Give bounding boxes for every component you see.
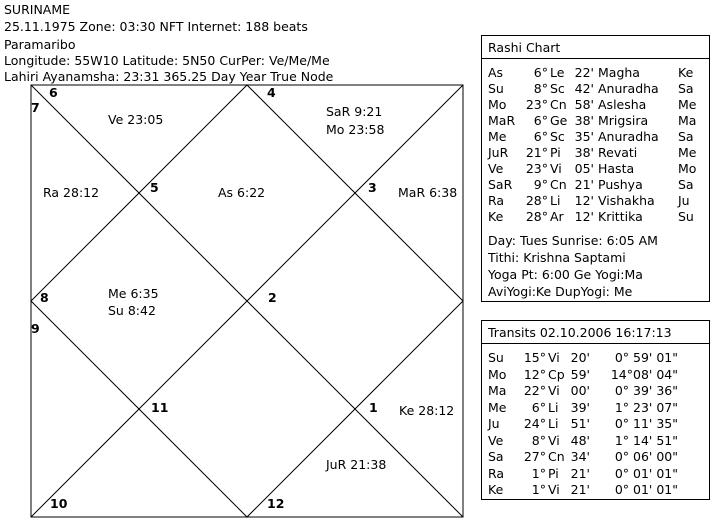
house-number: 10 [50, 496, 68, 511]
transit-cell-p: Ra [488, 465, 505, 481]
transit-row [488, 433, 703, 449]
transit-cell-s: Vi [548, 432, 560, 448]
rashi-cell-d: 6° [533, 129, 548, 144]
transit-cell-x: 1° 14' 51" [614, 432, 678, 448]
rashi-cell-p: JuR [488, 145, 509, 160]
rashi-cell-l: Ju [678, 193, 690, 208]
rashi-row [488, 113, 703, 129]
transit-cell-x: 1° 23' 07" [614, 399, 678, 415]
transit-cell-x: 0° 01' 01" [614, 465, 678, 481]
ayanamsha: Lahiri Ayanamsha: 23:31 365.25 Day Year True Node [4, 69, 334, 84]
rashi-cell-d: 6° [533, 65, 548, 80]
transit-cell-s: Cn [548, 449, 565, 464]
rashi-cell-n: Revati [598, 145, 638, 160]
rashi-cell-d: 28° [525, 193, 548, 208]
transit-cell-m: 39' [570, 399, 590, 415]
transit-cell-m: 59' [570, 366, 590, 382]
rashi-cell-s: Sc [550, 129, 565, 144]
transit-row [488, 350, 703, 366]
house-number: 3 [368, 180, 377, 195]
rashi-info-line: Yoga Pt: 6:00 Ge Yogi:Ma [488, 267, 643, 282]
rashi-cell-m: 21' [574, 177, 594, 192]
transit-row [488, 383, 703, 399]
rashi-cell-s: Vi [550, 161, 562, 176]
rashi-cell-l: Mo [678, 161, 697, 176]
transit-cell-d: 15° [523, 350, 546, 365]
rashi-cell-l: Ke [678, 65, 694, 80]
planet-sar: SaR 9:21 [326, 104, 383, 119]
rashi-row [488, 97, 703, 113]
transit-cell-x: 0° 59' 01" [614, 350, 678, 365]
transit-cell-d: 22° [523, 383, 546, 398]
rashi-row [488, 177, 703, 193]
transit-cell-p: Ke [488, 482, 504, 497]
transit-row [488, 367, 703, 383]
rashi-cell-l: Sa [678, 129, 694, 144]
rashi-cell-m: 42' [574, 81, 594, 96]
rashi-cell-p: SaR [488, 177, 513, 192]
house-number: 4 [267, 85, 276, 100]
rashi-cell-p: Me [488, 129, 507, 144]
transit-cell-d: 12° [523, 366, 546, 382]
rashi-cell-n: Hasta [598, 161, 635, 176]
transit-cell-d: 24° [523, 416, 546, 431]
rashi-cell-l: Me [678, 145, 697, 160]
rashi-cell-n: Pushya [598, 177, 643, 192]
transit-cell-m: 51' [570, 416, 590, 431]
rashi-info-line: Day: Tues Sunrise: 6:05 AM [488, 233, 658, 248]
rashi-row [488, 145, 703, 161]
transit-cell-p: Ve [488, 432, 504, 448]
transit-cell-s: Pi [548, 465, 559, 481]
transit-cell-d: 27° [523, 449, 546, 464]
rashi-cell-l: Sa [678, 81, 694, 96]
transit-cell-x: 0° 11' 35" [614, 416, 678, 431]
transit-row [488, 400, 703, 416]
house-number: 1 [369, 400, 378, 415]
transit-cell-x: 0° 39' 36" [614, 383, 678, 398]
transit-cell-s: Vi [548, 482, 560, 497]
rashi-cell-s: Sc [550, 81, 565, 96]
rashi-cell-m: 35' [574, 129, 594, 144]
transit-cell-p: Ju [488, 416, 500, 431]
transit-row [488, 482, 703, 498]
transit-cell-p: Mo [488, 366, 507, 382]
transits-panel [481, 320, 710, 500]
rashi-cell-n: Krittika [598, 209, 643, 224]
rashi-cell-d: 21° [525, 145, 548, 160]
transit-cell-d: 1° [531, 465, 546, 481]
transit-row [488, 466, 703, 482]
coordinates: Longitude: 55W10 Latitude: 5N50 CurPer: Ve/Me/Me [4, 53, 330, 68]
transit-cell-s: Cp [548, 366, 565, 382]
planet-ke: Ke 28:12 [399, 403, 455, 418]
rashi-cell-p: Su [488, 81, 504, 96]
rashi-cell-m: 38' [574, 145, 594, 160]
rashi-cell-n: Anuradha [598, 81, 659, 96]
planet-jur: JuR 21:38 [326, 457, 387, 472]
rashi-cell-d: 8° [533, 81, 548, 96]
transit-cell-m: 21' [570, 482, 590, 497]
rashi-cell-m: 12' [574, 193, 594, 208]
rashi-cell-d: 6° [533, 113, 548, 128]
transit-cell-x: 0° 06' 00" [614, 449, 678, 464]
rashi-cell-p: Ke [488, 209, 504, 224]
rashi-title: Rashi Chart [488, 40, 561, 55]
house-number: 5 [150, 180, 159, 195]
planet-su: Su 8:42 [108, 303, 156, 318]
planet-as: As 6:22 [218, 185, 266, 200]
panel-divider [482, 58, 709, 59]
transit-row [488, 416, 703, 432]
rashi-cell-s: Le [550, 65, 565, 80]
transit-cell-p: Sa [488, 449, 504, 464]
transit-cell-p: Su [488, 350, 504, 365]
rashi-cell-d: 9° [533, 177, 548, 192]
transit-cell-s: Li [548, 399, 559, 415]
planet-ve: Ve 23:05 [108, 112, 164, 127]
rashi-cell-s: Cn [550, 177, 567, 192]
house-number: 12 [267, 496, 285, 511]
rashi-cell-d: 23° [525, 97, 548, 112]
rashi-row [488, 65, 703, 81]
rashi-cell-s: Li [550, 193, 561, 208]
rashi-cell-d: 28° [525, 209, 548, 224]
transit-cell-m: 20' [570, 350, 590, 365]
rashi-cell-s: Cn [550, 97, 567, 112]
rashi-cell-m: 58' [574, 97, 594, 112]
rashi-cell-l: Me [678, 97, 697, 112]
rashi-cell-p: Ve [488, 161, 504, 176]
transit-cell-s: Vi [548, 383, 560, 398]
transit-cell-x: 14°08' 04" [610, 366, 678, 382]
rashi-cell-p: MaR [488, 113, 516, 128]
transits-title: Transits 02.10.2006 16:17:13 [488, 325, 672, 340]
house-number: 11 [151, 400, 169, 415]
house-number: 2 [268, 290, 277, 305]
rashi-info-line: AviYogi:Ke DupYogi: Me [488, 284, 633, 299]
rashi-row [488, 129, 703, 145]
rashi-cell-n: Mrigsira [598, 113, 649, 128]
transit-cell-x: 0° 01' 01" [614, 482, 678, 497]
transit-cell-m: 34' [570, 449, 590, 464]
panel-divider [482, 343, 709, 344]
rashi-cell-p: Ra [488, 193, 505, 208]
rashi-cell-m: 05' [574, 161, 594, 176]
rashi-cell-n: Aslesha [598, 97, 647, 112]
rashi-cell-s: Ge [550, 113, 568, 128]
transit-cell-d: 6° [531, 399, 546, 415]
birth-details: 25.11.1975 Zone: 03:30 NFT Internet: 188 beats [4, 19, 308, 34]
house-number: 6 [49, 85, 58, 100]
rashi-cell-p: Mo [488, 97, 507, 112]
rashi-cell-n: Magha [598, 65, 640, 80]
rashi-cell-l: Sa [678, 177, 694, 192]
transit-cell-m: 48' [570, 432, 590, 448]
rashi-chart-panel [481, 35, 710, 302]
planet-mo: Mo 23:58 [326, 122, 385, 137]
transit-cell-m: 00' [570, 383, 590, 398]
rashi-row [488, 209, 703, 225]
transit-cell-s: Li [548, 416, 559, 431]
transit-cell-m: 21' [570, 465, 590, 481]
rashi-cell-p: As [488, 65, 504, 80]
house-number: 7 [31, 100, 40, 115]
transit-row [488, 449, 703, 465]
chart-name: SURINAME [4, 2, 71, 17]
rashi-cell-n: Vishakha [598, 193, 655, 208]
house-number: 9 [31, 321, 40, 336]
rashi-cell-s: Ar [550, 209, 564, 224]
rashi-row [488, 81, 703, 97]
transit-cell-d: 8° [531, 432, 546, 448]
rashi-cell-m: 38' [574, 113, 594, 128]
rashi-cell-d: 23° [525, 161, 548, 176]
rashi-cell-s: Pi [550, 145, 561, 160]
transit-cell-s: Vi [548, 350, 560, 365]
rashi-cell-l: Ma [678, 113, 697, 128]
planet-ra: Ra 28:12 [43, 185, 100, 200]
rashi-cell-m: 22' [574, 65, 594, 80]
transit-cell-d: 1° [531, 482, 546, 497]
rashi-cell-m: 12' [574, 209, 594, 224]
rashi-row [488, 193, 703, 209]
rashi-info-line: Tithi: Krishna Saptami [488, 250, 626, 265]
planet-me: Me 6:35 [108, 286, 159, 301]
place: Paramaribo [4, 37, 76, 52]
rashi-cell-l: Su [678, 209, 694, 224]
house-number: 8 [40, 290, 49, 305]
rashi-cell-n: Anuradha [598, 129, 659, 144]
transit-cell-p: Me [488, 399, 507, 415]
transit-cell-p: Ma [488, 383, 507, 398]
rashi-row [488, 161, 703, 177]
planet-mar: MaR 6:38 [398, 185, 458, 200]
